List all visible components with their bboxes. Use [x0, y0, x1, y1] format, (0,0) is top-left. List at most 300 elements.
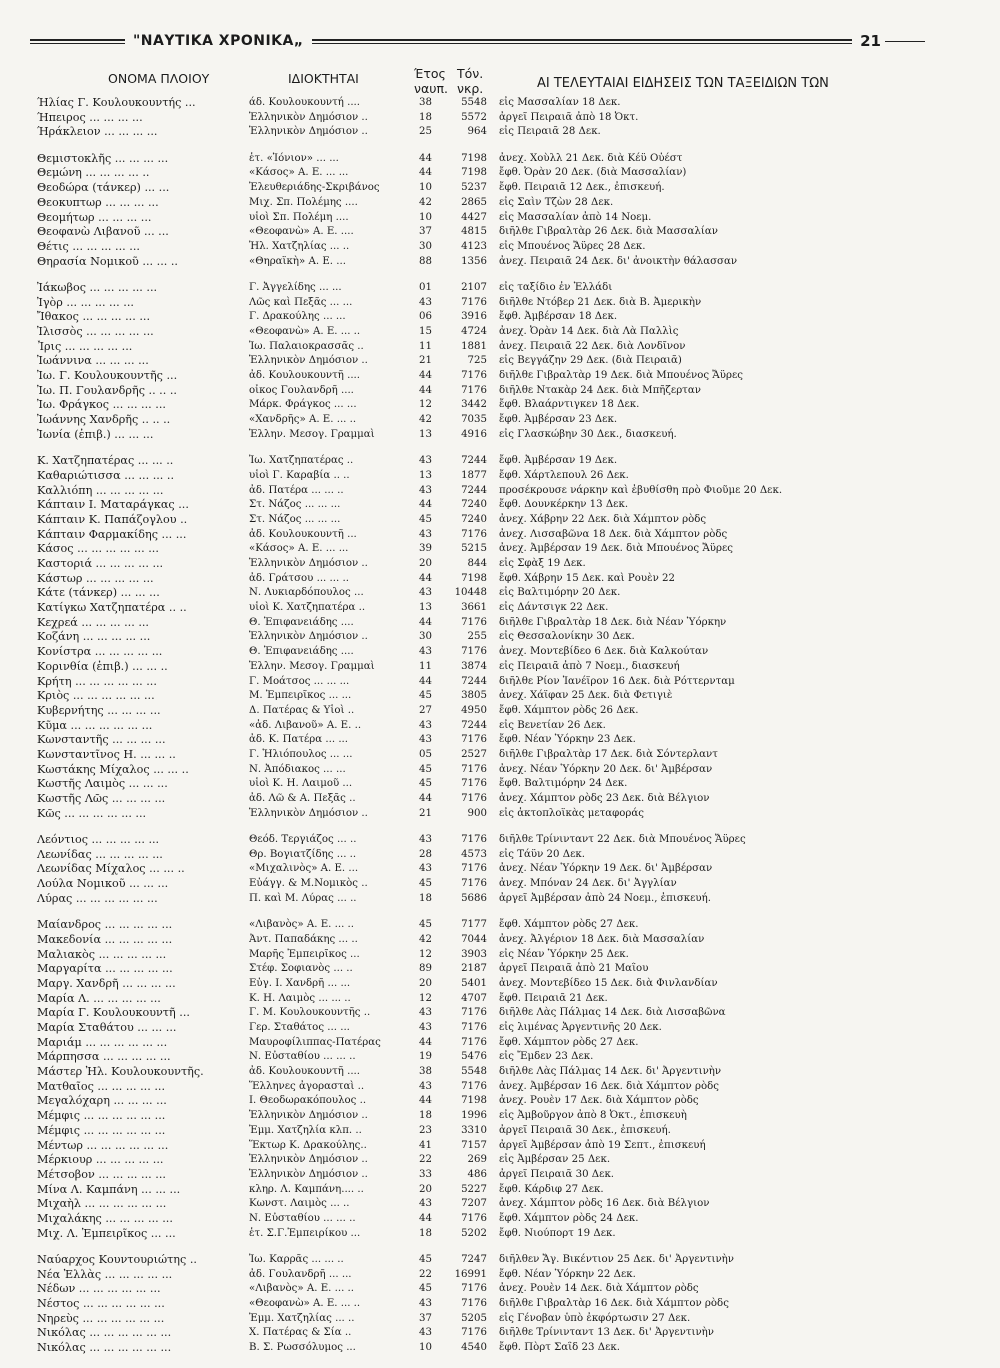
- build-year: 11: [419, 660, 432, 672]
- ship-name: Καστοριά ... ... ... ... ...: [37, 557, 164, 570]
- ship-owner: ἑτ. Σ.Γ.Ἐμπειρίκου ...: [249, 1227, 361, 1239]
- ship-row: [30, 586, 920, 601]
- ship-owner: Ν. Εὐσταθίου ... ... ..: [249, 1051, 356, 1063]
- voyage-news: ἔφθ. Νιούπορτ 19 Δεκ.: [499, 1227, 616, 1239]
- build-year: 45: [419, 778, 432, 790]
- build-year: 18: [419, 892, 432, 904]
- ship-row: [30, 807, 920, 822]
- build-year: 23: [419, 1124, 432, 1136]
- voyage-news: ἀργεῖ Πειραιᾶ 30 Δεκ.: [499, 1168, 615, 1180]
- build-year: 13: [419, 428, 432, 440]
- build-year: 43: [419, 863, 432, 875]
- ship-name: Λεόντιος ... ... ... ... ...: [37, 833, 160, 847]
- gross-tonnage: 7244: [461, 675, 487, 687]
- ship-row: [30, 1153, 920, 1168]
- ship-row: [30, 111, 920, 126]
- ship-row: [30, 992, 920, 1007]
- build-year: 27: [419, 704, 432, 716]
- build-year: 01: [419, 281, 432, 293]
- voyage-news: ἔφθ. Χάμπτον ρὸδς 27 Δεκ.: [499, 919, 639, 931]
- ship-row: [30, 948, 920, 963]
- gross-tonnage: 725: [467, 355, 487, 367]
- ship-name: Ήράκλειον ... ... ... ...: [37, 125, 158, 139]
- gross-tonnage: 4123: [461, 240, 487, 252]
- voyage-news: εἰς Γλασκώβην 30 Δεκ., διασκευή.: [499, 428, 677, 440]
- ship-owner: Ἰω. Παλαιοκρασσᾶς ..: [249, 340, 364, 352]
- build-year: 43: [419, 296, 432, 308]
- ship-owner: Ἑλληνικὸν Δημόσιον ..: [249, 558, 368, 569]
- ship-owner: Ἰω. Χατζηπατέρας ..: [249, 455, 354, 467]
- ship-name: Ἰωάννινα ... ... ... ...: [37, 354, 149, 368]
- ship-row: [30, 733, 920, 748]
- ship-row: [30, 281, 920, 296]
- build-year: 42: [419, 196, 432, 208]
- voyage-news: ἀνεχ. Χάμπτον ρὸδς 16 Δεκ. διὰ Βέλγιον: [499, 1198, 710, 1210]
- build-year: 22: [419, 1154, 432, 1166]
- ship-name: Μαίανδρος ... ... ... ... ...: [37, 918, 173, 932]
- gross-tonnage: 3874: [461, 660, 487, 672]
- build-year: 30: [419, 631, 432, 643]
- voyage-news: εἰς Ἀμβέρσαν 25 Δεκ.: [499, 1154, 611, 1166]
- build-year: 43: [419, 528, 432, 540]
- build-year: 44: [419, 616, 432, 628]
- voyage-news: εἰς Ἔμδεν 23 Δεκ.: [499, 1051, 594, 1063]
- ship-name: Θέτις ... ... ... ... ...: [37, 239, 140, 253]
- ship-name: Καλλιόπη ... ... ... ... ...: [37, 483, 164, 497]
- gross-tonnage: 7198: [461, 152, 487, 164]
- gross-tonnage: 4950: [461, 704, 487, 716]
- ship-owner: Μάρκ. Φράγκος ... ...: [249, 399, 357, 411]
- voyage-news: ἀνεχ. Πειραιᾶ 22 Δεκ. διὰ Λονδῖνον: [499, 340, 686, 352]
- ship-name: Μιχαλάκης ... ... ... ... ...: [37, 1211, 173, 1225]
- voyage-news: ἀνεχ. Ρουὲν 14 Δεκ. διὰ Χάμπτον ρὸδς: [499, 1283, 699, 1295]
- ship-row: [30, 1065, 920, 1080]
- ship-owner: ἀδ. Κουλουκουντῆ ....: [249, 370, 361, 382]
- ship-row: [30, 763, 920, 778]
- ship-owner: Γ. Ἀγγελίδης ... ...: [249, 281, 342, 293]
- build-year: 30: [419, 240, 432, 252]
- voyage-news: ἀνεχ. Χάϊφαν 25 Δεκ. διὰ Φετιγιὲ: [499, 690, 673, 702]
- gross-tonnage: 7198: [461, 572, 487, 584]
- ship-group: [30, 833, 920, 906]
- ship-row: [30, 748, 920, 763]
- ship-owner: «Χανδρῆς» Α. Ε. ... ..: [249, 414, 357, 426]
- voyage-news: ἀνεχ. Χοὺλλ 21 Δεκ. διὰ Κέϋ Οὐέστ: [499, 152, 683, 164]
- ship-name: Ἰάκωβος ... ... ... ... ...: [37, 280, 158, 294]
- ship-row: [30, 296, 920, 311]
- build-year: 43: [419, 1198, 432, 1210]
- ship-owner: Χ. Πατέρας & Σία ..: [249, 1327, 352, 1339]
- gross-tonnage: 964: [467, 126, 487, 138]
- gross-tonnage: 10448: [454, 587, 487, 599]
- ship-name: Κορινθία (ἐπιβ.) ... ... ..: [37, 659, 168, 673]
- voyage-news: εἰς ταξίδιο ἐν Ἑλλάδι: [499, 281, 613, 293]
- voyage-news: ἔφθ. Πειραιᾶ 12 Δεκ., ἐπισκευή.: [499, 182, 665, 194]
- ship-owner: Ἑλλην. Μεσογ. Γραμμαὶ: [249, 660, 375, 672]
- ship-row: [30, 1253, 920, 1268]
- build-year: 43: [419, 1298, 432, 1310]
- column-header-year-sub: ναυπ.: [414, 81, 448, 96]
- build-year: 39: [419, 543, 432, 555]
- gross-tonnage: 2865: [461, 196, 487, 208]
- ship-name: Κάπταιν Ι. Ματαράγκας ...: [37, 498, 189, 512]
- ship-owner: Ἑλληνικὸν Δημόσιον ..: [249, 355, 368, 367]
- gross-tonnage: 5202: [461, 1227, 487, 1239]
- build-year: 28: [419, 848, 432, 860]
- ship-name: Μαλιακὸς ... ... ... ... ...: [37, 947, 167, 961]
- ship-row: [30, 689, 920, 704]
- ship-owner: Μαρῆς Ἐμπειρῖκος ...: [249, 948, 360, 960]
- build-year: 45: [419, 1283, 432, 1295]
- build-year: 21: [419, 355, 432, 367]
- gross-tonnage: 7035: [461, 414, 487, 426]
- ship-row: [30, 354, 920, 369]
- gross-tonnage: 5476: [461, 1051, 487, 1063]
- ship-row: [30, 877, 920, 892]
- ship-owner: Ν. Λυκιαρδόπουλος ...: [249, 587, 364, 599]
- gross-tonnage: 7247: [461, 1254, 487, 1265]
- build-year: 44: [419, 499, 432, 511]
- header-rule-right: [312, 39, 853, 44]
- ship-owner: υἱοὶ Γ. Καραβία .. ..: [249, 469, 350, 481]
- voyage-news: διῆλθε Λὰς Πάλμας 14 Δεκ. δι' Ἀργεντινὴν: [499, 1066, 722, 1078]
- ship-name: Μιχ. Λ. Ἐμπειρῖκος ... ...: [37, 1226, 176, 1240]
- gross-tonnage: 7176: [461, 1036, 487, 1048]
- gross-tonnage: 7176: [461, 778, 487, 790]
- ship-name: Λεωνίδας Μίχαλος ... ... ..: [37, 862, 185, 876]
- voyage-news: ἔφθ. Κάρδιφ 27 Δεκ.: [499, 1183, 604, 1195]
- gross-tonnage: 7176: [461, 878, 487, 890]
- ship-name: Μιχαὴλ ... ... ... ... ... ...: [37, 1197, 167, 1211]
- voyage-news: ἀνεχ. Ἀμβέρσαν 16 Δεκ. διὰ Χάμπτον ρὸδς: [499, 1080, 719, 1092]
- ship-row: [30, 630, 920, 645]
- ship-name: Μέμφις ... ... ... ... ... ...: [37, 1123, 166, 1137]
- column-header-year: Έτος: [414, 66, 446, 81]
- ship-row: [30, 616, 920, 631]
- ship-row: [30, 1227, 920, 1242]
- ship-row: [30, 454, 920, 469]
- build-year: 43: [419, 646, 432, 658]
- ship-row: [30, 862, 920, 877]
- ship-name: Θεμιστοκλῆς ... ... ... ...: [37, 151, 169, 165]
- gross-tonnage: 3310: [461, 1124, 487, 1136]
- ship-name: Μέρκιουρ ... ... ... ... ...: [37, 1153, 164, 1167]
- ship-row: [30, 1197, 920, 1212]
- build-year: 44: [419, 1036, 432, 1048]
- voyage-news: εἰς Σαὶν Τζὼν 28 Δεκ.: [499, 196, 614, 208]
- voyage-news: ἀνεχ. Λισσαβῶνα 18 Δεκ. διὰ Χάμπτον ρὸδς: [499, 528, 728, 540]
- ship-name: Νέδων ... ... ... ... ... ...: [37, 1282, 161, 1296]
- ship-owner: «Κάσος» Α. Ε. ... ...: [249, 543, 349, 555]
- build-year: 06: [419, 311, 432, 323]
- ship-owner: Ἕκτωρ Κ. Δρακούλης..: [249, 1139, 367, 1151]
- gross-tonnage: 7244: [461, 484, 487, 496]
- ship-owner: Γ. Μοάτσος ... ... ...: [249, 675, 350, 687]
- ship-row: [30, 528, 920, 543]
- column-header-ship-name: ΟΝΟΜΑ ΠΛΟΙΟΥ: [108, 71, 210, 86]
- ship-name: Νηρεὺς ... ... ... ... ... ...: [37, 1311, 165, 1325]
- gross-tonnage: 5227: [461, 1183, 487, 1195]
- gross-tonnage: 7176: [461, 1298, 487, 1310]
- page-header: [30, 30, 925, 52]
- magazine-title: "ΝΑΥΤΙΚΑ ΧΡΟΝΙΚΑ„: [133, 33, 304, 49]
- ship-owner: Κωνστ. Λαιμὸς ... ..: [249, 1198, 350, 1210]
- voyage-news: διῆλθε Ρίον Ἰανέϊρον 16 Δεκ. διὰ Ρόττερνταμ: [499, 675, 735, 687]
- ship-owner: οἶκος Γουλανδρῆ ....: [249, 384, 354, 396]
- ship-row: [30, 933, 920, 948]
- gross-tonnage: 16991: [454, 1268, 487, 1280]
- build-year: 20: [419, 977, 432, 989]
- gross-tonnage: 900: [467, 807, 487, 819]
- gross-tonnage: 1356: [461, 255, 487, 267]
- gross-tonnage: 4707: [461, 992, 487, 1004]
- ship-owner: Ἑλληνικὸν Δημόσιον ..: [249, 1110, 368, 1122]
- ship-group: [30, 281, 920, 443]
- ship-row: [30, 1268, 920, 1283]
- ship-row: [30, 413, 920, 428]
- ship-row: [30, 340, 920, 355]
- ship-owner: άδ. Κουλουκουντή ....: [249, 97, 361, 108]
- voyage-news: εἰς λιμένας Ἀργεντινῆς 20 Δεκ.: [499, 1022, 662, 1033]
- gross-tonnage: 7176: [461, 1022, 487, 1033]
- ship-row: [30, 1036, 920, 1051]
- ship-name: Κριὸς ... ... ... ... ... ...: [37, 689, 155, 703]
- ship-row: [30, 484, 920, 499]
- gross-tonnage: 5548: [461, 97, 487, 108]
- ship-name: Κάστωρ ... ... ... ... ...: [37, 571, 154, 585]
- gross-tonnage: 7176: [461, 528, 487, 540]
- ship-row: [30, 918, 920, 933]
- voyage-news: ἔφθ. Νέαν Ὑόρκην 22 Δεκ.: [499, 1268, 636, 1280]
- ship-owner: Ν. Ἀπόδιακος ... ...: [249, 763, 346, 775]
- gross-tonnage: 7176: [461, 734, 487, 746]
- ship-row: [30, 1341, 920, 1356]
- ship-owner: Β. Σ. Ρωσσόλυμος ...: [249, 1342, 356, 1354]
- gross-tonnage: 5401: [461, 977, 487, 989]
- ship-row: [30, 1168, 920, 1183]
- ship-group: [30, 152, 920, 270]
- voyage-news: εἰς Ἀμβοῦργον ἀπὸ 8 Ὀκτ., ἐπισκευὴ: [499, 1110, 687, 1122]
- voyage-news: ἀνεχ. Ἀμβέρσαν 19 Δεκ. διὰ Μπουένος Ἄϋρες: [499, 543, 733, 555]
- gross-tonnage: 4815: [461, 226, 487, 238]
- gross-tonnage: 7207: [461, 1198, 487, 1210]
- voyage-news: ἔφθ. Βλαάρντιγκεν 18 Δεκ.: [499, 399, 640, 411]
- voyage-news: εἰς Γένοβαν ὑπὸ ἐκφόρτωσιν 27 Δεκ.: [499, 1312, 691, 1324]
- ship-owner: Θ. Ἐπιφανειάδης ....: [249, 616, 354, 628]
- ship-owner: Ι. Θεοδωρακόπουλος ..: [249, 1095, 367, 1107]
- ship-name: Θηρασία Νομικοῦ ... ... ..: [37, 254, 178, 268]
- gross-tonnage: 5205: [461, 1312, 487, 1324]
- ship-name: Μέτσοβον ... ... ... ... ...: [37, 1167, 166, 1181]
- ship-owner: Ἀντ. Παπαδάκης ... ..: [249, 933, 358, 945]
- build-year: 33: [419, 1168, 432, 1180]
- build-year: 44: [419, 572, 432, 584]
- ship-owner: ἀδ. Λῶ & Α. Πεξᾶς ..: [249, 793, 356, 804]
- ship-row: [30, 225, 920, 240]
- ship-name: Μεγαλόχαρη ... ... ... ...: [37, 1094, 167, 1108]
- build-year: 45: [419, 919, 432, 931]
- ship-owner: Στ. Νάζος ... ... ...: [249, 499, 341, 511]
- ship-row: [30, 196, 920, 211]
- voyage-news: εἰς Βεγγάζην 29 Δεκ. (διὰ Πειραιᾶ): [499, 355, 682, 367]
- build-year: 42: [419, 414, 432, 426]
- ship-name: Κῶς ... ... ... ... ... ...: [37, 806, 147, 820]
- build-year: 10: [419, 182, 432, 194]
- ship-name: Μέμφις ... ... ... ... ... ...: [37, 1109, 166, 1123]
- voyage-news: ἀργεῖ Πειραιᾶ 30 Δεκ., ἐπισκευή.: [499, 1124, 671, 1136]
- ship-owner: Γερ. Σταθάτος ... ...: [249, 1022, 350, 1033]
- gross-tonnage: 7198: [461, 1095, 487, 1107]
- voyage-news: διῆλθε Ντακὰρ 24 Δεκ. διὰ Μπῆζερταν: [499, 384, 701, 396]
- ship-owner: Ἑλλην. Μεσογ. Γραμμαὶ: [249, 428, 375, 440]
- voyage-news: ἀνεχ. Χάμπτον ρὸδς 23 Δεκ. διὰ Βέλγιον: [499, 793, 710, 804]
- ship-row: [30, 384, 920, 399]
- ship-owner: Ἑλληνικὸν Δημόσιον ..: [249, 111, 368, 123]
- ship-row: [30, 645, 920, 660]
- voyage-news: εἰς Τάϋν 20 Δεκ.: [499, 848, 585, 860]
- gross-tonnage: 3903: [461, 948, 487, 960]
- build-year: 18: [419, 111, 432, 123]
- ship-row: [30, 977, 920, 992]
- voyage-news: ἀνεχ. Χάβρην 22 Δεκ. διὰ Χάμπτον ρὸδς: [499, 513, 707, 525]
- ship-name: Λύρας ... ... ... ... ... ...: [37, 891, 158, 905]
- voyage-news: εἰς Βενετίαν 26 Δεκ.: [499, 719, 606, 731]
- ship-row: [30, 1021, 920, 1036]
- gross-tonnage: 7176: [461, 616, 487, 628]
- ship-name: Μαρία Λ. ... ... ... ... ...: [37, 991, 161, 1005]
- ship-row: [30, 369, 920, 384]
- ship-owner: Εὐάγγ. & Μ.Νομικὸς ..: [249, 878, 368, 890]
- ship-name: Κυβερνήτης ... ... ... ...: [37, 703, 161, 717]
- voyage-news: ἔφθ. Χάβρην 15 Δεκ. καὶ Ρουὲν 22: [499, 572, 675, 584]
- build-year: 22: [419, 1268, 432, 1280]
- ship-owner: Ἕλληνες ἀγορασταὶ ..: [249, 1080, 365, 1092]
- ship-owner: Ἑλληνικὸν Δημόσιον ..: [249, 1154, 368, 1166]
- ship-owner: Στ. Νάζος ... ... ...: [249, 513, 341, 525]
- gross-tonnage: 4427: [461, 211, 487, 223]
- gross-tonnage: 2107: [461, 281, 487, 293]
- voyage-news: διῆλθε Λὰς Πάλμας 14 Δεκ. διὰ Λισσαβῶνα: [499, 1007, 726, 1019]
- voyage-news: εἰς Θεσσαλονίκην 30 Δεκ.: [499, 631, 635, 643]
- ship-name: Μακεδονία ... ... ... ... ...: [37, 932, 173, 946]
- ship-name: Ἰγὸρ ... ... ... ... ...: [37, 295, 134, 309]
- ship-owner: «Μιχαλινὸς» Α. Ε. ...: [249, 863, 359, 875]
- build-year: 43: [419, 734, 432, 746]
- build-year: 44: [419, 167, 432, 179]
- build-year: 38: [419, 1066, 432, 1078]
- ship-owner: Γ. Δρακούλης ... ...: [249, 311, 346, 323]
- ship-owner: Θ. Ἐπιφανειάδης ....: [249, 646, 354, 658]
- voyage-news: διῆλθε Γιβραλτὰρ 19 Δεκ. διὰ Μπουένος Ἄϋρες: [499, 370, 743, 382]
- ship-owner: Εὐγ. Ι. Χανδρῆ ... ...: [249, 977, 351, 989]
- gross-tonnage: 7176: [461, 646, 487, 658]
- voyage-news: ἀνεχ. Πειραιᾶ 24 Δεκ. δι' ἀνοικτὴν θάλασσαν: [499, 255, 738, 267]
- ship-name: Ἶρις ... ... ... ... ...: [37, 339, 133, 353]
- ship-row: [30, 1297, 920, 1312]
- voyage-news: ἔφθ. Χάμπτον ρὸδς 24 Δεκ.: [499, 1212, 639, 1224]
- build-year: 43: [419, 455, 432, 467]
- gross-tonnage: 7157: [461, 1139, 487, 1151]
- ship-owner: Ἑλληνικὸν Δημόσιον ..: [249, 126, 368, 138]
- ship-row: [30, 469, 920, 484]
- ship-owner: Μιχ. Σπ. Πολέμης ....: [249, 196, 358, 208]
- build-year: 12: [419, 992, 432, 1004]
- ship-row: [30, 777, 920, 792]
- ship-owner: υἱοὶ Κ. Η. Λαιμοῦ ...: [249, 778, 353, 790]
- voyage-news: διῆλθε Γιβραλτὰρ 26 Δεκ. διὰ Μασσαλίαν: [499, 226, 718, 238]
- build-year: 43: [419, 1007, 432, 1019]
- gross-tonnage: 255: [467, 631, 487, 643]
- ship-row: [30, 152, 920, 167]
- header-rule-left: [30, 39, 125, 44]
- ship-row: [30, 792, 920, 807]
- ship-owner: Μαυροφίλιππας-Πατέρας: [249, 1036, 381, 1048]
- ship-row: [30, 848, 920, 863]
- gross-tonnage: 7176: [461, 296, 487, 308]
- ship-name: Κονίστρα ... ... ... ... ...: [37, 645, 163, 659]
- ship-row: [30, 601, 920, 616]
- page-number: 21: [860, 32, 881, 50]
- build-year: 13: [419, 602, 432, 614]
- build-year: 19: [419, 1051, 432, 1063]
- ship-row: [30, 572, 920, 587]
- build-year: 37: [419, 226, 432, 238]
- build-year: 45: [419, 690, 432, 702]
- ship-row: [30, 542, 920, 557]
- ship-name: Καθαριώτισσα ... ... ... ..: [37, 468, 175, 482]
- voyage-news: ἀνεχ. Ὀρὰν 14 Δεκ. διὰ Λὰ Παλλὶς: [499, 326, 679, 337]
- ship-owner: Θεόδ. Τεργιάζος ... ..: [249, 834, 357, 846]
- build-year: 43: [419, 1327, 432, 1339]
- build-year: 44: [419, 1212, 432, 1224]
- ship-name: Κάτε (τάνκερ) ... ... ...: [37, 586, 160, 600]
- ship-name: Θεοφανὼ Λιβανοῦ ... ...: [37, 225, 169, 239]
- ship-name: Νέστος ... ... ... ... ... ...: [37, 1297, 165, 1311]
- ship-name: Κάπταιν Κ. Παπάζογλου ..: [37, 512, 188, 526]
- ship-name: Κάπταιν Φαρμακίδης ... ...: [37, 527, 187, 541]
- ship-group: [30, 454, 920, 821]
- ship-owner: «Λιβανὸς» Α. Ε. ... ..: [249, 1283, 355, 1295]
- ship-row: [30, 892, 920, 907]
- ship-owner: «Θηραϊκὴ» Α. Ε. ...: [249, 255, 346, 267]
- build-year: 45: [419, 878, 432, 890]
- ship-name: Μαρία Σταθάτου ... ... ...: [37, 1021, 177, 1034]
- voyage-news: εἰς Πειραιᾶ ἀπὸ 7 Νοεμ., διασκευή: [499, 660, 680, 672]
- ship-owner: Κ. Η. Λαιμὸς ... ... ..: [249, 992, 351, 1004]
- voyage-news: ἀνεχ. Μπόναν 24 Δεκ. δι' Ἀγγλίαν: [499, 878, 677, 890]
- voyage-news: ἔφθ. Δουνκέρκην 13 Δεκ.: [499, 499, 629, 511]
- build-year: 44: [419, 675, 432, 687]
- build-year: 44: [419, 370, 432, 382]
- column-header-latest-news: ΑΙ ΤΕΛΕΥΤΑΙΑΙ ΕΙΔΗΣΕΙΣ ΤΩΝ ΤΑΞΕΙΔΙΩΝ ΤΩΝ: [537, 76, 829, 91]
- ship-row: [30, 704, 920, 719]
- gross-tonnage: 7240: [461, 499, 487, 511]
- voyage-news: ἔφθ. Χάμπτον ρὸδς 27 Δεκ.: [499, 1036, 639, 1048]
- ship-name: Κωστάκης Μίχαλος ... ... ..: [37, 762, 189, 776]
- build-year: 18: [419, 1110, 432, 1122]
- build-year: 43: [419, 484, 432, 496]
- ship-owner: Ἑλληνικὸν Δημόσιον ..: [249, 1168, 368, 1180]
- gross-tonnage: 4724: [461, 326, 487, 337]
- build-year: 12: [419, 399, 432, 411]
- ship-name: Κεχρεά ... ... ... ... ...: [37, 615, 149, 629]
- voyage-news: ἀργεῖ Πειραιᾶ ἀπὸ 21 Μαΐου: [499, 963, 649, 975]
- ship-owner: Μ. Ἐμπειρῖκος ... ...: [249, 690, 352, 702]
- gross-tonnage: 1881: [461, 340, 487, 352]
- build-year: 20: [419, 1183, 432, 1195]
- ship-owner: Ἑλληνικὸν Δημόσιον ..: [249, 631, 368, 643]
- ship-name: Κ. Χατζηπατέρας ... ... ..: [37, 454, 174, 468]
